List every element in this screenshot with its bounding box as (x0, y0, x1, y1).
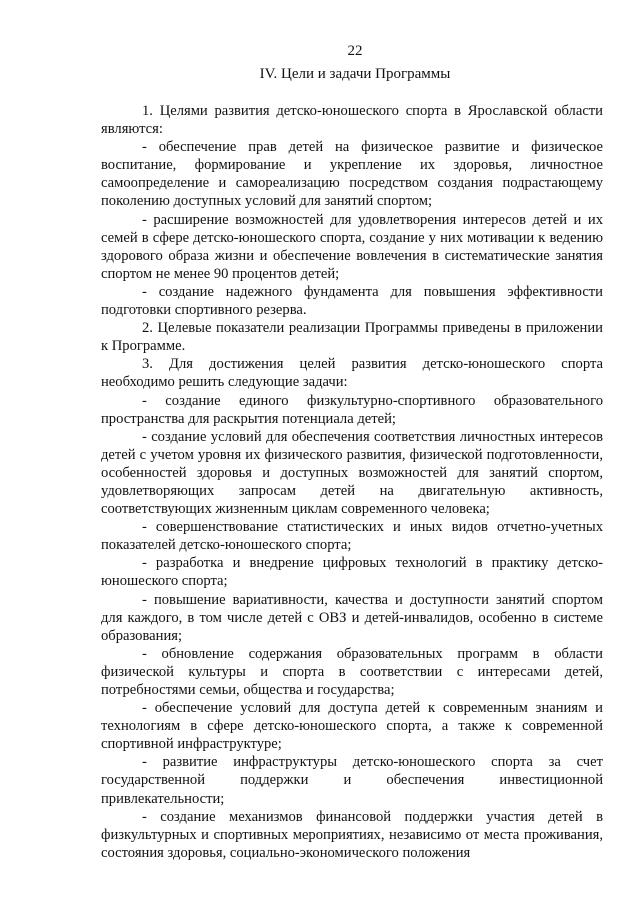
paragraph-goal-2: - расширение возможностей для удовлетворения интересов детей и их семей в сфере детско-юношеского спорта, создание у них мотивации к ведению здорового образа жизни и обеспечение вовлечения в систематические занятия спортом не менее 90 процентов детей; (101, 211, 603, 282)
paragraph-task-5: - повышение вариативности, качества и доступности занятий спортом для каждого, в том числе детей с ОВЗ и детей-инвалидов, особенно в системе образования; (101, 591, 603, 644)
paragraph-goals-intro: 1. Целями развития детско-юношеского спорта в Ярославской области являются: (101, 103, 603, 138)
paragraph-goal-1: - обеспечение прав детей на физическое развитие и физическое воспитание, формирование и укрепление их здоровья, личностное самоопределение и самореализацию посредством создания подрастающему поколению доступных условий для занятий спортом; (101, 139, 603, 210)
paragraph-task-6: - обновление содержания образовательных программ в области физической культуры и спорта в соответствии с интересами детей, потребностями семьи, общества и государства; (101, 645, 603, 698)
paragraph-task-4: - разработка и внедрение цифровых технологий в практику детско-юношеского спорта; (101, 555, 603, 590)
page-number: 22 (347, 43, 363, 59)
paragraph-tasks-intro: 3. Для достижения целей развития детско-юношеского спорта необходимо решить следующие задачи: (101, 356, 603, 391)
paragraph-task-2: - создание условий для обеспечения соответствия личностных интересов детей с учетом уровня их физического развития, физической подготовленности, особенностей здоровья и доступных возможностей для занятий спортом, удовлетворяющих запросам детей на двигательную активность, соответствующих жизненным циклам современного человека; (101, 428, 603, 518)
paragraph-task-7: - обеспечение условий для доступа детей к современным знаниям и технологиям в сфере детско-юношеского спорта, а также к современной спортивной инфраструктуре; (101, 700, 603, 753)
paragraph-task-1: - создание единого физкультурно-спортивного образовательного пространства для раскрытия потенциала детей; (101, 392, 603, 427)
paragraph-task-9: - создание механизмов финансовой поддержки участия детей в физкультурных и спортивных мероприятиях, независимо от места проживания, состояния здоровья, социально-экономического положения (101, 808, 603, 861)
paragraph-goal-3: - создание надежного фундамента для повышения эффективности подготовки спортивного резерва. (101, 283, 603, 319)
section-heading: IV. Цели и задачи Программы (259, 66, 451, 82)
paragraph-indicators: 2. Целевые показатели реализации Программы приведены в приложении к Программе. (101, 320, 603, 355)
document-body (101, 102, 603, 862)
paragraph-task-3: - совершенствование статистических и иных видов отчетно-учетных показателей детско-юношеского спорта; (101, 519, 603, 554)
paragraph-task-8: - развитие инфраструктуры детско-юношеского спорта за счет государственной поддержки и обеспечения инвестиционной привлекательности; (101, 754, 603, 807)
